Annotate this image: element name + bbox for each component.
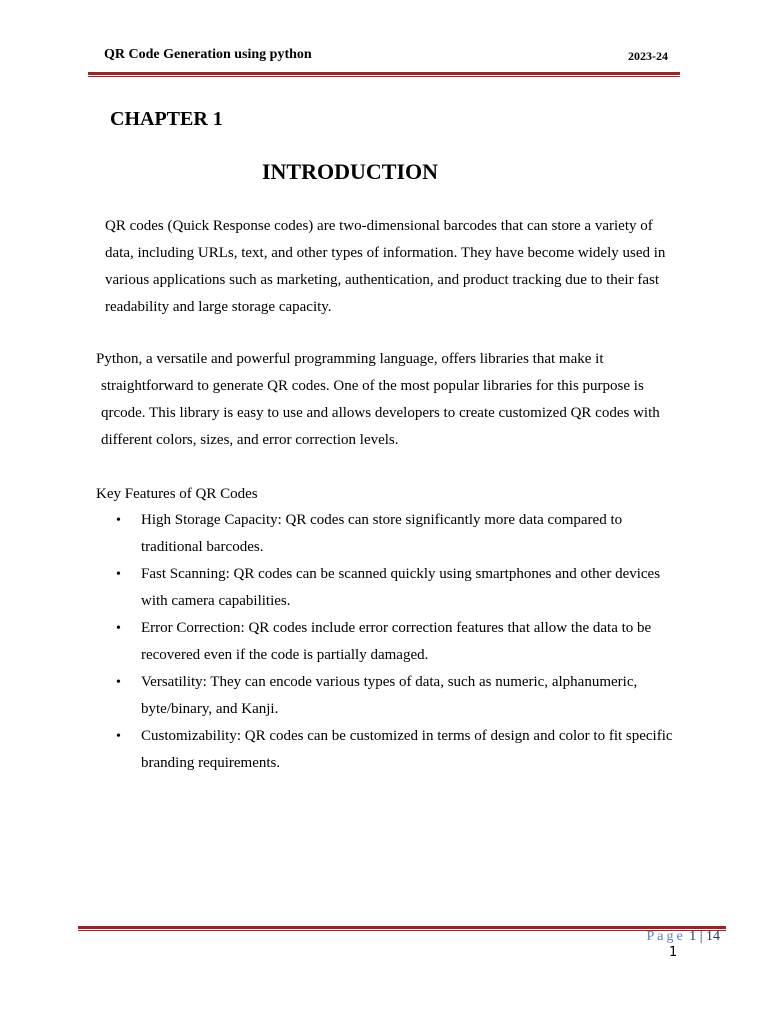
- paragraph-line: readability and large storage capacity.: [105, 299, 332, 315]
- list-item-line: Versatility: They can encode various types of data, such as numeric, alphanumeric,: [141, 674, 638, 690]
- list-item-line: Error Correction: QR codes include error correction features that allow the data to be: [141, 620, 652, 636]
- list-item: [116, 669, 673, 723]
- list-item-line: Customizability: QR codes can be customized in terms of design and color to fit specific: [141, 728, 673, 744]
- list-item: [116, 507, 673, 561]
- bullet-icon: •: [116, 675, 121, 690]
- page-number-below: 1: [669, 945, 678, 960]
- bullet-icon: •: [116, 621, 121, 636]
- header-title: QR Code Generation using python: [104, 47, 312, 62]
- page-footer: [646, 929, 720, 945]
- list-item-line: branding requirements.: [141, 755, 281, 771]
- list-item-line: with camera capabilities.: [141, 593, 291, 609]
- paragraph-python: [96, 346, 660, 454]
- list-item: [116, 723, 673, 777]
- list-item: [116, 561, 673, 615]
- list-item-line: Fast Scanning: QR codes can be scanned quickly using smartphones and other devices: [141, 566, 661, 582]
- list-item-line: High Storage Capacity: QR codes can store significantly more data compared to: [141, 512, 623, 528]
- page-number: 1 | 14: [689, 929, 720, 944]
- paragraph-line: various applications such as marketing, authentication, and product tracking due to their fast: [105, 272, 660, 288]
- header-year: 2023-24: [628, 49, 668, 63]
- features-heading: Key Features of QR Codes: [96, 486, 258, 502]
- list-item-line: recovered even if the code is partially damaged.: [141, 647, 429, 663]
- chapter-label: CHAPTER 1: [110, 108, 223, 130]
- footer-rule: [78, 926, 726, 931]
- paragraph-line: Python, a versatile and powerful programming language, offers libraries that make it: [96, 351, 604, 367]
- paragraph-line: qrcode. This library is easy to use and allows developers to create customized QR codes with: [101, 405, 660, 421]
- bullet-icon: •: [116, 729, 121, 744]
- bullet-icon: •: [116, 513, 121, 528]
- list-item-line: traditional barcodes.: [141, 539, 264, 555]
- list-item: [116, 615, 673, 669]
- chapter-title: INTRODUCTION: [261, 159, 439, 184]
- paragraph-line: data, including URLs, text, and other types of information. They have become widely used in: [105, 245, 666, 261]
- list-item-line: byte/binary, and Kanji.: [141, 701, 279, 717]
- paragraph-line: different colors, sizes, and error correction levels.: [101, 432, 399, 448]
- paragraph-line: straightforward to generate QR codes. One of the most popular libraries for this purpose is: [101, 378, 644, 394]
- page-word: Page: [646, 929, 686, 944]
- bullet-icon: •: [116, 567, 121, 582]
- paragraph-line: QR codes (Quick Response codes) are two-dimensional barcodes that can store a variety of: [105, 218, 653, 234]
- paragraph-intro: [105, 213, 665, 321]
- header-rule: [88, 72, 680, 77]
- features-list: [116, 507, 673, 777]
